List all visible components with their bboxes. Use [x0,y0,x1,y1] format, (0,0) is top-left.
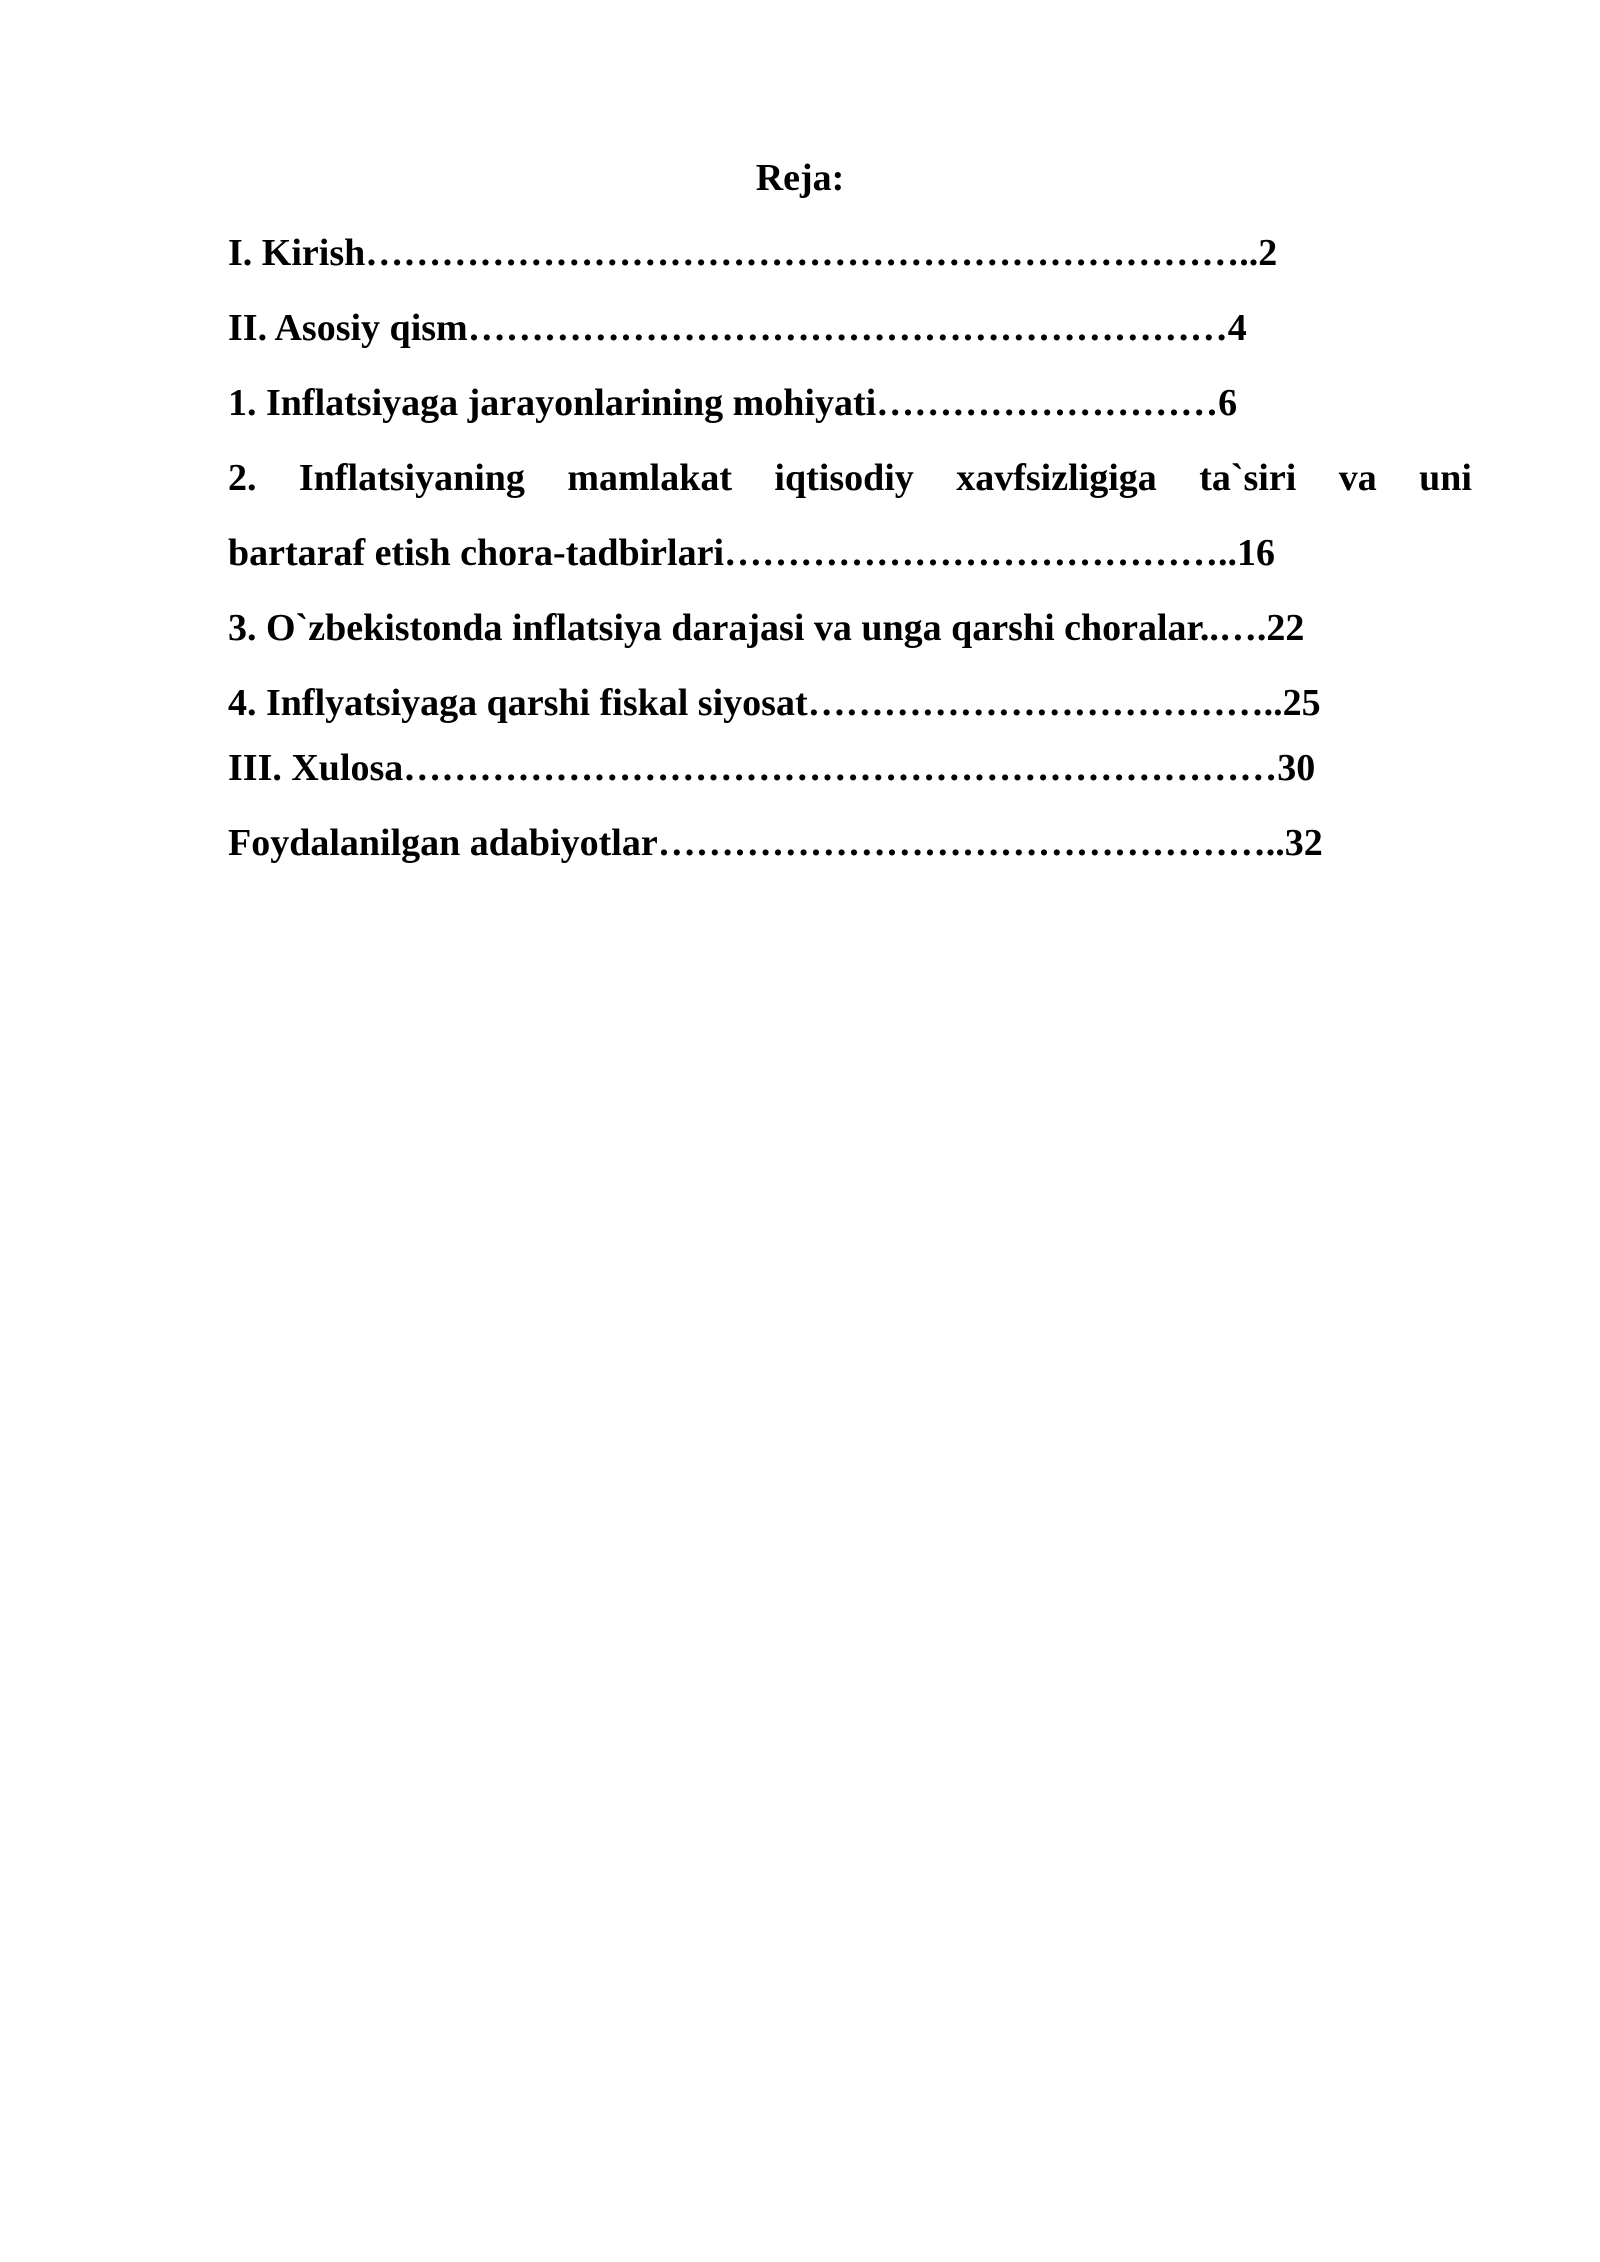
toc-entry-chapter-4: 4. Inflyatsiyaga qarshi fiskal siyosat………………………………..25 [228,682,1321,724]
toc-entry-chapter-2-line-1: 2. Inflatsiyaning mamlakat iqtisodiy xavfsizligiga ta`siri va uni [228,457,1472,499]
toc-entry-kirish: I. Kirish……………………………………………………………..2 [228,232,1278,274]
toc-entry-xulosa: III. Xulosa……………………………………………………………30 [228,747,1316,789]
toc-entry-asosiy-qism: II. Asosiy qism……………………………………………………4 [228,307,1247,349]
toc-entry-chapter-2-line-2: bartaraf etish chora-tadbirlari…………………………………..16 [228,532,1276,574]
page-title: Reja: [755,157,845,199]
toc-entry-chapter-3: 3. O`zbekistonda inflatsiya darajasi va unga qarshi choralar..….22 [228,607,1305,649]
toc-entry-adabiyotlar: Foydalanilgan adabiyotlar…………………………………………..32 [228,822,1323,864]
toc-entry-chapter-1: 1. Inflatsiyaga jarayonlarining mohiyati………………………6 [228,382,1238,424]
